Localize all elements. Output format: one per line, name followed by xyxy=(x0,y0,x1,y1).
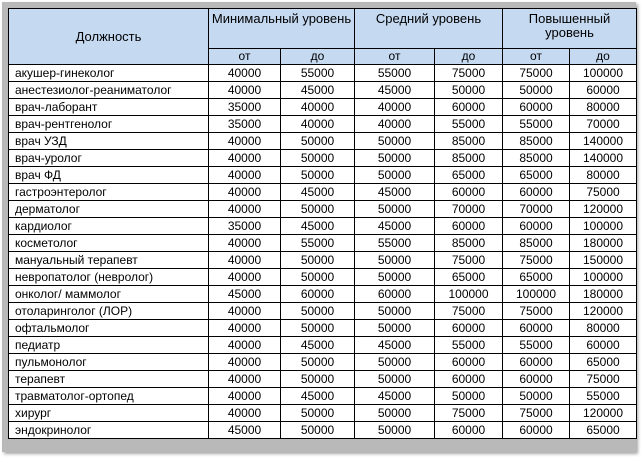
salary-mid-from: 40000 xyxy=(355,116,435,133)
table-row xyxy=(9,388,637,405)
position-name: кардиолог xyxy=(9,218,209,235)
table-row xyxy=(9,218,637,235)
salary-mid-from: 55000 xyxy=(355,65,435,82)
table-row xyxy=(9,167,637,184)
salary-mid-to: 60000 xyxy=(435,218,503,235)
salary-high-to: 70000 xyxy=(570,116,637,133)
table-row xyxy=(9,82,637,99)
salary-table xyxy=(8,8,637,439)
header-mid-level: Средний уровень xyxy=(355,9,503,49)
table-row xyxy=(9,286,637,303)
salary-min-from: 40000 xyxy=(209,235,281,252)
salary-mid-from: 45000 xyxy=(355,388,435,405)
salary-min-from: 40000 xyxy=(209,354,281,371)
salary-high-from: 60000 xyxy=(503,184,570,201)
salary-min-to: 50000 xyxy=(281,133,355,150)
salary-high-from: 75000 xyxy=(503,405,570,422)
salary-min-from: 40000 xyxy=(209,388,281,405)
salary-high-from: 60000 xyxy=(503,99,570,116)
table-row xyxy=(9,99,637,116)
salary-min-to: 45000 xyxy=(281,184,355,201)
salary-mid-from: 50000 xyxy=(355,133,435,150)
salary-high-from: 85000 xyxy=(503,150,570,167)
table-row xyxy=(9,65,637,82)
salary-mid-from: 45000 xyxy=(355,218,435,235)
position-name: онколог/ маммолог xyxy=(9,286,209,303)
salary-min-from: 40000 xyxy=(209,269,281,286)
position-name: терапевт xyxy=(9,371,209,388)
table-row xyxy=(9,252,637,269)
salary-mid-to: 100000 xyxy=(435,286,503,303)
salary-mid-to: 85000 xyxy=(435,235,503,252)
salary-mid-from: 45000 xyxy=(355,82,435,99)
table-row xyxy=(9,405,637,422)
salary-min-to: 40000 xyxy=(281,99,355,116)
salary-high-to: 60000 xyxy=(570,337,637,354)
salary-high-from: 75000 xyxy=(503,303,570,320)
salary-high-from: 55000 xyxy=(503,116,570,133)
salary-min-to: 45000 xyxy=(281,218,355,235)
salary-mid-from: 50000 xyxy=(355,201,435,218)
salary-min-to: 60000 xyxy=(281,286,355,303)
salary-min-to: 50000 xyxy=(281,201,355,218)
salary-high-to: 180000 xyxy=(570,235,637,252)
table-frame xyxy=(2,2,636,452)
salary-mid-to: 60000 xyxy=(435,354,503,371)
salary-min-to: 55000 xyxy=(281,65,355,82)
salary-mid-to: 60000 xyxy=(435,99,503,116)
salary-high-to: 65000 xyxy=(570,422,637,439)
salary-high-from: 70000 xyxy=(503,201,570,218)
salary-min-to: 50000 xyxy=(281,303,355,320)
salary-mid-from: 40000 xyxy=(355,99,435,116)
salary-high-from: 65000 xyxy=(503,167,570,184)
table-row xyxy=(9,150,637,167)
position-name: хирург xyxy=(9,405,209,422)
header-high-from: от xyxy=(503,49,570,65)
salary-high-from: 85000 xyxy=(503,235,570,252)
table-row xyxy=(9,303,637,320)
salary-mid-from: 50000 xyxy=(355,422,435,439)
salary-mid-to: 55000 xyxy=(435,337,503,354)
table-row xyxy=(9,116,637,133)
salary-mid-from: 50000 xyxy=(355,354,435,371)
salary-mid-from: 45000 xyxy=(355,184,435,201)
salary-high-from: 60000 xyxy=(503,354,570,371)
salary-high-from: 60000 xyxy=(503,218,570,235)
header-mid-to: до xyxy=(435,49,503,65)
salary-min-to: 45000 xyxy=(281,388,355,405)
salary-min-from: 40000 xyxy=(209,167,281,184)
table-row xyxy=(9,337,637,354)
salary-min-from: 40000 xyxy=(209,303,281,320)
salary-mid-from: 50000 xyxy=(355,269,435,286)
salary-high-from: 60000 xyxy=(503,320,570,337)
salary-min-to: 45000 xyxy=(281,337,355,354)
salary-high-from: 60000 xyxy=(503,422,570,439)
salary-mid-to: 60000 xyxy=(435,184,503,201)
table-row xyxy=(9,422,637,439)
salary-min-to: 45000 xyxy=(281,82,355,99)
salary-mid-from: 50000 xyxy=(355,167,435,184)
salary-min-from: 40000 xyxy=(209,405,281,422)
position-name: врач-лаборант xyxy=(9,99,209,116)
salary-high-to: 180000 xyxy=(570,286,637,303)
salary-high-to: 120000 xyxy=(570,405,637,422)
salary-mid-to: 75000 xyxy=(435,303,503,320)
salary-high-from: 50000 xyxy=(503,388,570,405)
table-row xyxy=(9,371,637,388)
salary-mid-to: 60000 xyxy=(435,320,503,337)
salary-high-from: 100000 xyxy=(503,286,570,303)
salary-min-to: 50000 xyxy=(281,354,355,371)
salary-min-from: 35000 xyxy=(209,99,281,116)
header-min-level: Минимальный уровень xyxy=(209,9,355,49)
salary-mid-to: 70000 xyxy=(435,201,503,218)
header-mid-from: от xyxy=(355,49,435,65)
salary-min-from: 40000 xyxy=(209,65,281,82)
salary-high-to: 80000 xyxy=(570,320,637,337)
salary-mid-from: 50000 xyxy=(355,303,435,320)
position-name: гастроэнтеролог xyxy=(9,184,209,201)
position-name: педиатр xyxy=(9,337,209,354)
salary-min-to: 50000 xyxy=(281,252,355,269)
salary-high-to: 100000 xyxy=(570,218,637,235)
salary-min-from: 40000 xyxy=(209,150,281,167)
salary-mid-to: 75000 xyxy=(435,252,503,269)
salary-min-from: 40000 xyxy=(209,252,281,269)
salary-high-from: 75000 xyxy=(503,65,570,82)
salary-mid-from: 50000 xyxy=(355,405,435,422)
position-name: врач-рентгенолог xyxy=(9,116,209,133)
salary-high-to: 100000 xyxy=(570,269,637,286)
salary-high-to: 65000 xyxy=(570,354,637,371)
table-row xyxy=(9,235,637,252)
salary-high-to: 80000 xyxy=(570,99,637,116)
salary-high-from: 60000 xyxy=(503,371,570,388)
position-name: офтальмолог xyxy=(9,320,209,337)
header-min-to: до xyxy=(281,49,355,65)
salary-min-from: 35000 xyxy=(209,218,281,235)
header-high-level: Повышенный уровень xyxy=(503,9,637,49)
salary-min-from: 40000 xyxy=(209,184,281,201)
salary-min-to: 50000 xyxy=(281,371,355,388)
salary-high-to: 55000 xyxy=(570,388,637,405)
salary-min-from: 40000 xyxy=(209,320,281,337)
salary-min-from: 40000 xyxy=(209,133,281,150)
position-name: врач УЗД xyxy=(9,133,209,150)
position-name: невропатолог (невролог) xyxy=(9,269,209,286)
salary-high-from: 55000 xyxy=(503,337,570,354)
position-name: анестезиолог-реаниматолог xyxy=(9,82,209,99)
position-name: мануальный терапевт xyxy=(9,252,209,269)
salary-high-to: 150000 xyxy=(570,252,637,269)
salary-min-to: 50000 xyxy=(281,320,355,337)
salary-mid-to: 55000 xyxy=(435,116,503,133)
salary-mid-to: 85000 xyxy=(435,133,503,150)
salary-mid-to: 50000 xyxy=(435,82,503,99)
salary-high-to: 100000 xyxy=(570,65,637,82)
salary-mid-to: 85000 xyxy=(435,150,503,167)
salary-min-to: 55000 xyxy=(281,235,355,252)
salary-min-from: 40000 xyxy=(209,82,281,99)
table-row xyxy=(9,320,637,337)
position-name: акушер-гинеколог xyxy=(9,65,209,82)
header-high-to: до xyxy=(570,49,637,65)
salary-mid-from: 60000 xyxy=(355,286,435,303)
salary-high-from: 65000 xyxy=(503,269,570,286)
salary-high-from: 75000 xyxy=(503,252,570,269)
position-name: отоларинголог (ЛОР) xyxy=(9,303,209,320)
position-name: врач ФД xyxy=(9,167,209,184)
salary-high-from: 85000 xyxy=(503,133,570,150)
salary-mid-to: 60000 xyxy=(435,371,503,388)
position-name: врач-уролог xyxy=(9,150,209,167)
header-position: Должность xyxy=(9,9,209,65)
salary-mid-to: 65000 xyxy=(435,269,503,286)
salary-mid-from: 55000 xyxy=(355,235,435,252)
salary-mid-from: 45000 xyxy=(355,337,435,354)
salary-min-to: 50000 xyxy=(281,422,355,439)
salary-min-to: 40000 xyxy=(281,116,355,133)
salary-mid-from: 50000 xyxy=(355,150,435,167)
salary-min-to: 50000 xyxy=(281,150,355,167)
salary-high-to: 120000 xyxy=(570,303,637,320)
salary-min-from: 40000 xyxy=(209,337,281,354)
salary-min-from: 45000 xyxy=(209,286,281,303)
position-name: эндокринолог xyxy=(9,422,209,439)
table-row xyxy=(9,354,637,371)
position-name: дерматолог xyxy=(9,201,209,218)
salary-min-to: 50000 xyxy=(281,405,355,422)
salary-mid-to: 75000 xyxy=(435,65,503,82)
salary-mid-to: 60000 xyxy=(435,422,503,439)
table-row xyxy=(9,269,637,286)
salary-high-to: 75000 xyxy=(570,184,637,201)
salary-high-to: 60000 xyxy=(570,82,637,99)
salary-min-from: 35000 xyxy=(209,116,281,133)
salary-min-to: 50000 xyxy=(281,167,355,184)
table-row xyxy=(9,201,637,218)
salary-mid-to: 65000 xyxy=(435,167,503,184)
salary-min-to: 50000 xyxy=(281,269,355,286)
salary-mid-from: 50000 xyxy=(355,252,435,269)
position-name: косметолог xyxy=(9,235,209,252)
salary-min-from: 45000 xyxy=(209,422,281,439)
header-min-from: от xyxy=(209,49,281,65)
salary-min-from: 40000 xyxy=(209,371,281,388)
table-body xyxy=(9,65,637,439)
salary-high-to: 75000 xyxy=(570,371,637,388)
position-name: пульмонолог xyxy=(9,354,209,371)
salary-high-to: 140000 xyxy=(570,133,637,150)
salary-mid-to: 75000 xyxy=(435,405,503,422)
table-row xyxy=(9,133,637,150)
salary-mid-to: 50000 xyxy=(435,388,503,405)
salary-mid-from: 50000 xyxy=(355,371,435,388)
salary-high-to: 80000 xyxy=(570,167,637,184)
salary-high-to: 140000 xyxy=(570,150,637,167)
salary-high-to: 120000 xyxy=(570,201,637,218)
table-row xyxy=(9,184,637,201)
salary-min-from: 40000 xyxy=(209,201,281,218)
position-name: травматолог-ортопед xyxy=(9,388,209,405)
salary-mid-from: 50000 xyxy=(355,320,435,337)
salary-high-from: 50000 xyxy=(503,82,570,99)
